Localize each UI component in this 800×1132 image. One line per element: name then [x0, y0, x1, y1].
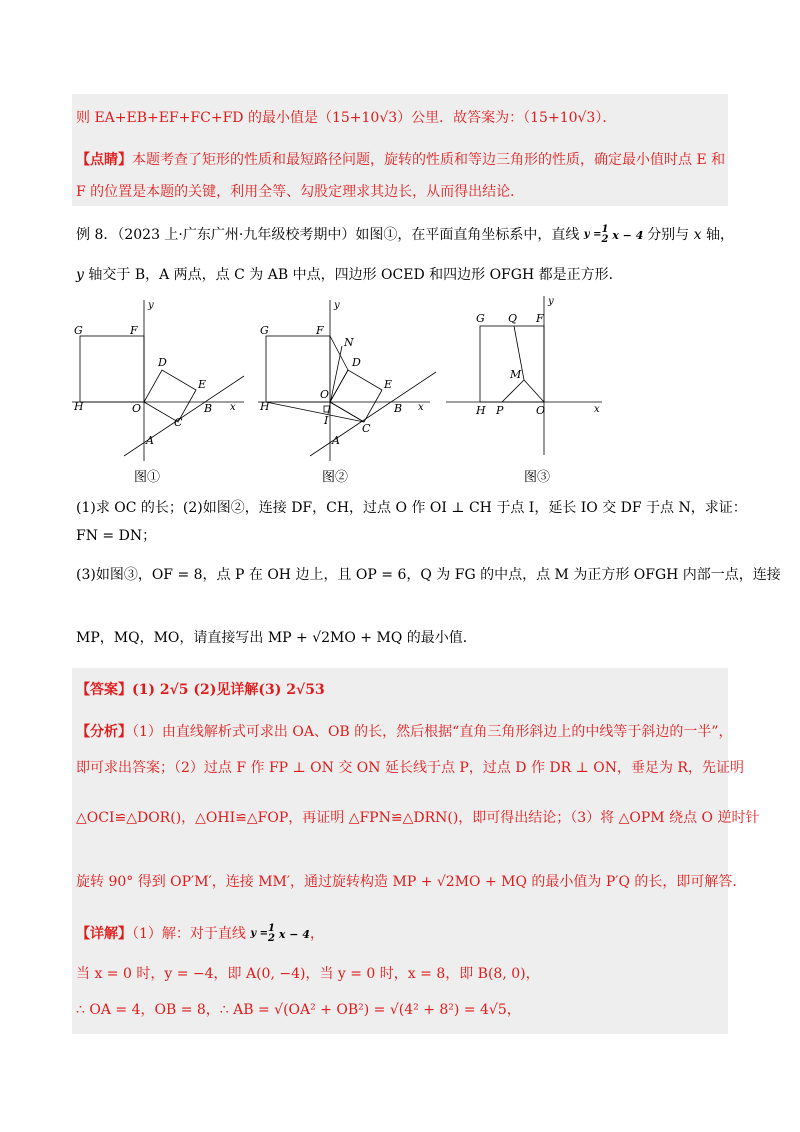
example-line-1: 例 8．（2023 上·广东广州·九年级校考期中）如图①，在平面直角坐标系中，直线 y = 1 2 x − 4 分别与 x 轴，	[76, 224, 734, 245]
svg-text:G: G	[260, 324, 269, 337]
figure-3-caption: 图③	[524, 470, 551, 485]
detail-line-3: ∴ OA = 4，OB = 8，∴ AB = √(OA² + OB²) = √(4² + 8²) = 4√5，	[76, 1002, 521, 1018]
svg-text:Q: Q	[508, 312, 518, 325]
svg-text:C: C	[362, 422, 371, 435]
svg-text:O: O	[536, 404, 546, 417]
analysis-line-2: 即可求出答案；（2）过点 F 作 FP ⊥ ON 交 ON 延长线于点 P，过点 D 作 DR ⊥ ON，垂足为 R，先证明	[76, 760, 744, 776]
svg-text:F: F	[130, 324, 138, 337]
square-ofgh	[480, 326, 544, 402]
svg-text:D: D	[352, 356, 361, 369]
svg-text:F: F	[316, 324, 324, 337]
question-3: (3)如图③，OF = 8，点 P 在 OH 边上，且 OP = 6，Q 为 FG 的中点，点 M 为正方形 OFGH 内部一点，连接	[76, 567, 781, 583]
figure-1-caption: 图①	[134, 470, 161, 485]
figure-2-caption: 图②	[322, 470, 349, 485]
svg-text:H: H	[74, 400, 84, 413]
top-result-line: 则 EA+EB+EF+FC+FD 的最小值是（15+10√3）公里．故答案为：（15+10√3）．	[76, 110, 617, 126]
answer-line: 【答案】(1) 2√5 (2)见详解(3) 2√53	[76, 682, 325, 698]
dianjing-line-2: F 的位置是本题的关键，利用全等、勾股定理求其边长，从而得出结论．	[76, 184, 525, 200]
detail-line-2: 当 x = 0 时，y = −4，即 A(0, −4)，当 y = 0 时，x = 8，即 B(8, 0)，	[76, 966, 540, 982]
question-1-2: (1)求 OC 的长；(2)如图②，连接 DF，CH，过点 O 作 OI ⊥ CH 于点 I，延长 IO 交 DF 于点 N，求证：	[76, 500, 747, 516]
svg-text:O: O	[132, 402, 142, 415]
svg-text:H: H	[260, 400, 270, 413]
svg-text:H: H	[476, 404, 486, 417]
square-ofgh	[80, 336, 144, 402]
svg-text:y: y	[334, 300, 340, 311]
square-oced	[144, 370, 196, 422]
svg-text:O: O	[320, 388, 330, 401]
svg-text:B: B	[394, 402, 403, 415]
svg-text:B: B	[204, 402, 213, 415]
segment-mp	[502, 380, 524, 402]
svg-text:C: C	[174, 416, 183, 429]
svg-text:x: x	[230, 402, 236, 413]
analysis-line-4: 旋转 90° 得到 OP′M′，连接 MM′，通过旋转构造 MP + √2MO + MQ 的最小值为 P′Q 的长，即可解答．	[76, 874, 747, 890]
svg-text:A: A	[146, 434, 154, 447]
svg-text:P: P	[496, 404, 504, 417]
figure-3	[446, 290, 616, 460]
figure-2	[258, 296, 438, 466]
line-ab	[124, 376, 244, 456]
svg-text:G: G	[476, 312, 485, 325]
svg-text:N: N	[344, 336, 354, 349]
svg-text:x: x	[594, 404, 600, 415]
svg-text:D: D	[158, 356, 167, 369]
svg-text:y: y	[548, 296, 554, 307]
svg-text:G: G	[74, 324, 83, 337]
svg-text:x: x	[418, 402, 424, 413]
question-3-end: MP，MQ，MO，请直接写出 MP + √2MO + MQ 的最小值．	[76, 630, 477, 646]
svg-text:I: I	[324, 414, 329, 427]
detail-line-1: 【详解】（1）解：对于直线 y = 1 2 x − 4，	[76, 923, 324, 944]
svg-text:M: M	[510, 368, 522, 381]
svg-text:E: E	[198, 378, 207, 391]
dianjing-line-1: 【点睛】本题考查了矩形的性质和最短路径问题，旋转的性质和等边三角形的性质，确定最小值时点 E 和	[76, 152, 726, 168]
question-2-end: FN = DN；	[76, 528, 157, 544]
analysis-line-3: △OCI≌△DOR()，△OHI≌△FOP，再证明 △FPN≌△DRN()，即可得出结论；（3）将 △OPM 绕点 O 逆时针	[76, 810, 760, 826]
svg-text:y: y	[148, 300, 154, 311]
svg-text:A: A	[332, 434, 340, 447]
svg-text:F: F	[536, 312, 544, 325]
analysis-line-1: 【分析】（1）由直线解析式可求出 OA、OB 的长，然后根据“直角三角形斜边上的中线等于斜边的一半”，	[76, 724, 733, 740]
segment-ch	[266, 402, 364, 422]
figure-1	[72, 296, 252, 466]
segment-mo	[524, 380, 544, 402]
svg-text:E: E	[384, 378, 393, 391]
example-line-2: y 轴交于 B，A 两点，点 C 为 AB 中点，四边形 OCED 和四边形 OFGH 都是正方形．	[76, 267, 623, 283]
